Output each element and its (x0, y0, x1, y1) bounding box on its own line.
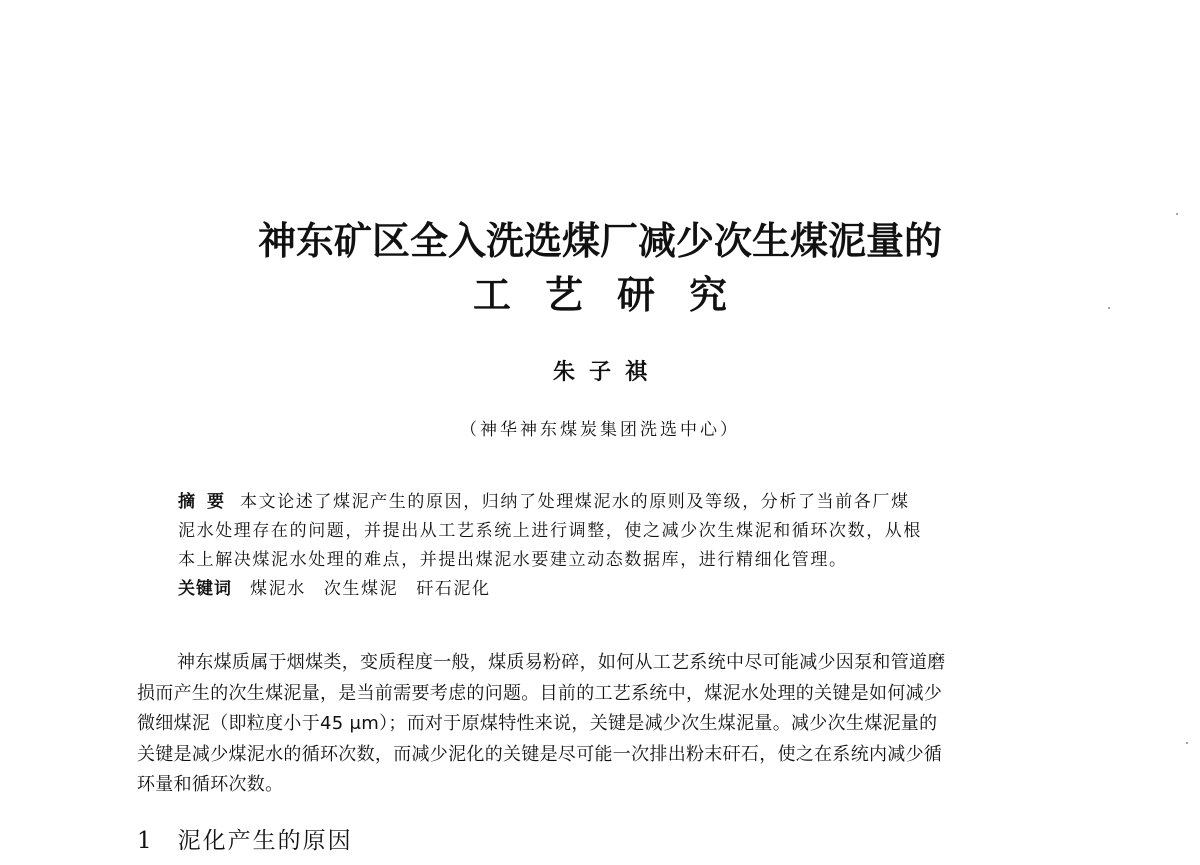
paper-title-line-1: 神东矿区全入洗选煤厂减少次生煤泥量的 (257, 218, 942, 263)
keywords-line (178, 575, 1038, 604)
body-line-2: 损而产生的次生煤泥量，是当前需要考虑的问题。目前的工艺系统中，煤泥水处理的关键是如何减少 (137, 682, 943, 704)
keyword: 矸石泥化 (416, 579, 491, 599)
abstract-label: 摘要 (178, 492, 236, 512)
abstract-block (178, 488, 1038, 604)
body-paragraph (137, 648, 1077, 801)
keyword: 次生煤泥 (323, 579, 399, 599)
scan-speck (1186, 742, 1188, 744)
keyword: 煤泥水 (250, 579, 306, 599)
abstract-line (178, 517, 1038, 546)
body-line-3: 微细煤泥（即粒度小于45 μm）；而对于原煤特性来说，关键是减少次生煤泥量。减少次生煤泥量的 (137, 713, 938, 734)
scan-speck (1176, 213, 1178, 215)
abstract-line (178, 546, 1038, 575)
keywords-label: 关键词 (178, 579, 232, 599)
abstract-text-line-3: 本上解决煤泥水处理的难点，并提出煤泥水要建立动态数据库，进行精细化管理。 (178, 550, 848, 570)
body-line-4: 关键是减少煤泥水的循环次数，而减少泥化的关键是尽可能一次排出粉末矸石，使之在系统内减少循 (137, 743, 943, 765)
scan-speck (1108, 307, 1110, 309)
abstract-text-line-2: 泥水处理存在的问题，并提出从工艺系统上进行调整，使之减少次生煤泥和循环次数，从根 (178, 521, 922, 541)
section-heading (137, 822, 353, 855)
author-affiliation: （神华神东煤炭集团洗选中心） (460, 420, 740, 440)
section-number: 1 (137, 828, 154, 854)
section-title: 泥化产生的原因 (177, 828, 353, 854)
body-line-5: 环量和循环次数。 (137, 774, 284, 795)
abstract-text-line-1: 本文论述了煤泥产生的原因，归纳了处理煤泥水的原则及等级，分析了当前各厂煤 (240, 492, 910, 512)
body-line-1: 神东煤质属于烟煤类，变质程度一般，煤质易粉碎，如何从工艺系统中尽可能减少因泵和管道磨 (177, 652, 946, 673)
abstract-line (178, 488, 1038, 517)
paper-title-line-2: 工艺研究 (472, 272, 761, 317)
author-name: 朱子祺 (552, 359, 661, 385)
